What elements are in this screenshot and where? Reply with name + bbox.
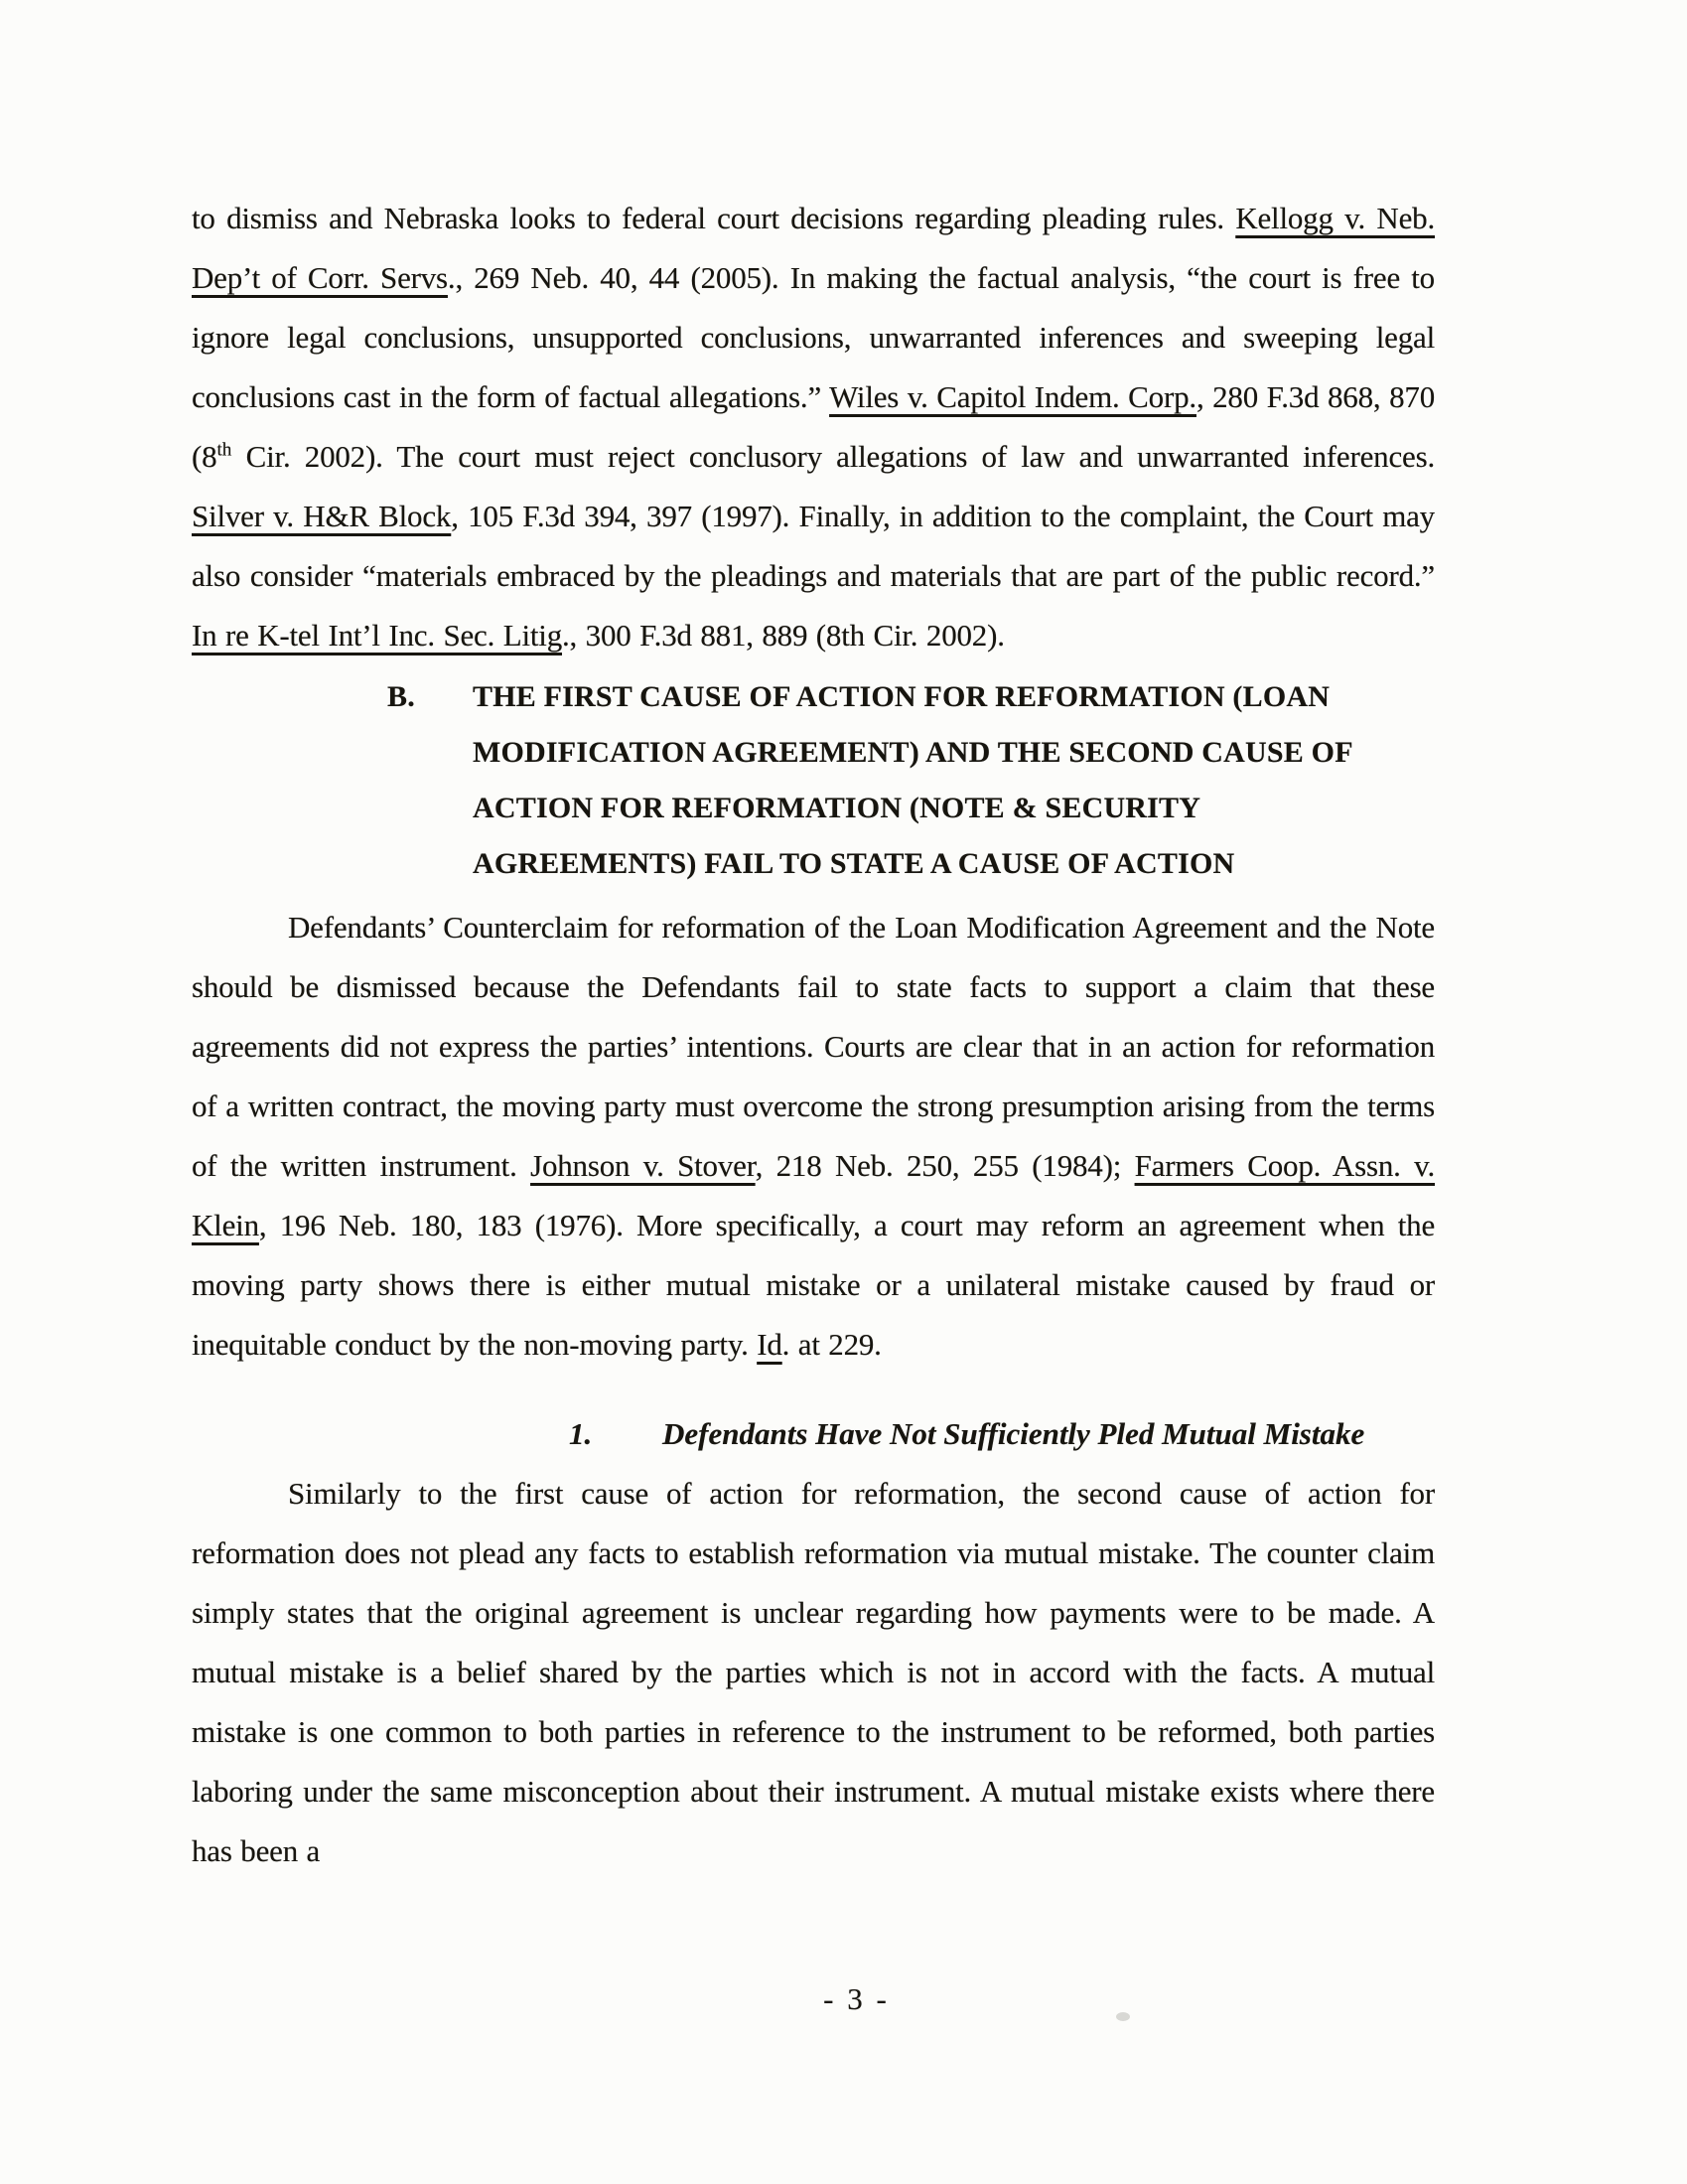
subsection-heading-1-title: Defendants Have Not Sufficiently Pled Mutual Mistake <box>662 1416 1365 1451</box>
text-segment: , 280 F.3d 868, 870 (8 <box>192 379 1435 474</box>
page-body-text <box>192 189 1435 1881</box>
text-segment: ., 300 F.3d 881, 889 (8th Cir. 2002). <box>562 618 1005 653</box>
paragraph-reformation-counterclaim <box>192 898 1435 1375</box>
citation-underlined: Silver v. H&R Block <box>192 499 452 533</box>
section-heading-b-label: B. <box>387 680 415 713</box>
paragraph-mutual-mistake <box>192 1464 1435 1881</box>
page-number: - 3 - <box>823 1981 890 2016</box>
text-segment: to dismiss and Nebraska looks to federal court decisions regarding pleading rules. <box>192 201 1236 235</box>
heading-line: THE FIRST CAUSE OF ACTION FOR REFORMATION (LOAN <box>473 680 1331 713</box>
citation-underlined: Farmers Coop. Assn. v. Klein <box>192 1148 1435 1242</box>
text-segment: Similarly to the first cause of action for reformation, the second cause of action for reformation does not plead any facts to establish reformation via mutual mistake. The counter claim simply states that the original agreement is unclear regarding how payments were to be made. A mutual mistake is a belief shared by the parties which is not in accord with the facts. A mutual mistake is one common to both parties in reference to the instrument to be reformed, both parties laboring under the same misconception about their instrument. A mutual mistake exists where there has been a <box>192 1476 1435 1868</box>
heading-line: ACTION FOR REFORMATION (NOTE & SECURITY <box>473 792 1201 824</box>
text-segment: , 218 Neb. 250, 255 (1984); <box>755 1148 1135 1183</box>
citation-underlined: Wiles v. Capitol Indem. Corp. <box>829 379 1196 414</box>
subsection-heading-1-number: 1. <box>569 1416 593 1451</box>
citation-underlined: Kellogg v. Neb. Dep’t of Corr. Servs <box>192 201 1435 295</box>
text-segment: , 105 F.3d 394, 397 (1997). Finally, in addition to the complaint, the Court may also consider “materials embraced by the pleadings and materials that are part of the public record.” <box>192 499 1435 593</box>
text-segment: . at 229. <box>781 1327 882 1362</box>
subsection-heading-1 <box>569 1404 1435 1464</box>
superscript-text: th <box>216 439 232 461</box>
text-segment: Defendants’ Counterclaim for reformation of the Loan Modification Agreement and the Note should be dismissed because the Defendants fail to state facts to support a claim that these agreements did not express the parties’ intentions. Courts are clear that in an action for reformation of a written contract, the moving party must overcome the strong presumption arising from the terms of the written instrument. <box>192 910 1435 1183</box>
paragraph-pleading-standards <box>192 189 1435 665</box>
section-heading-b-text <box>473 669 1435 892</box>
heading-line: MODIFICATION AGREEMENT) AND THE SECOND CAUSE OF <box>473 736 1353 769</box>
citation-underlined: Id <box>757 1327 782 1362</box>
section-heading-b <box>387 669 1435 892</box>
text-segment: Cir. 2002). The court must reject conclusory allegations of law and unwarranted inferences. <box>231 439 1435 474</box>
heading-line: AGREEMENTS) FAIL TO STATE A CAUSE OF ACTION <box>473 847 1235 880</box>
text-segment: , 196 Neb. 180, 183 (1976). More specifically, a court may reform an agreement when the moving party shows there is either mutual mistake or a unilateral mistake caused by fraud or inequitable conduct by the non-moving party. <box>192 1208 1435 1362</box>
citation-underlined: Johnson v. Stover <box>530 1148 756 1183</box>
scan-artifact-speckle <box>1116 2012 1130 2021</box>
text-segment: ., 269 Neb. 40, 44 (2005). In making the factual analysis, “the court is free to ignore legal conclusions, unsupported conclusions, unwarranted inferences and sweeping legal conclusions cast in the form of factual allegations.” <box>192 260 1435 414</box>
citation-underlined: In re K-tel Int’l Inc. Sec. Litig <box>192 618 562 653</box>
